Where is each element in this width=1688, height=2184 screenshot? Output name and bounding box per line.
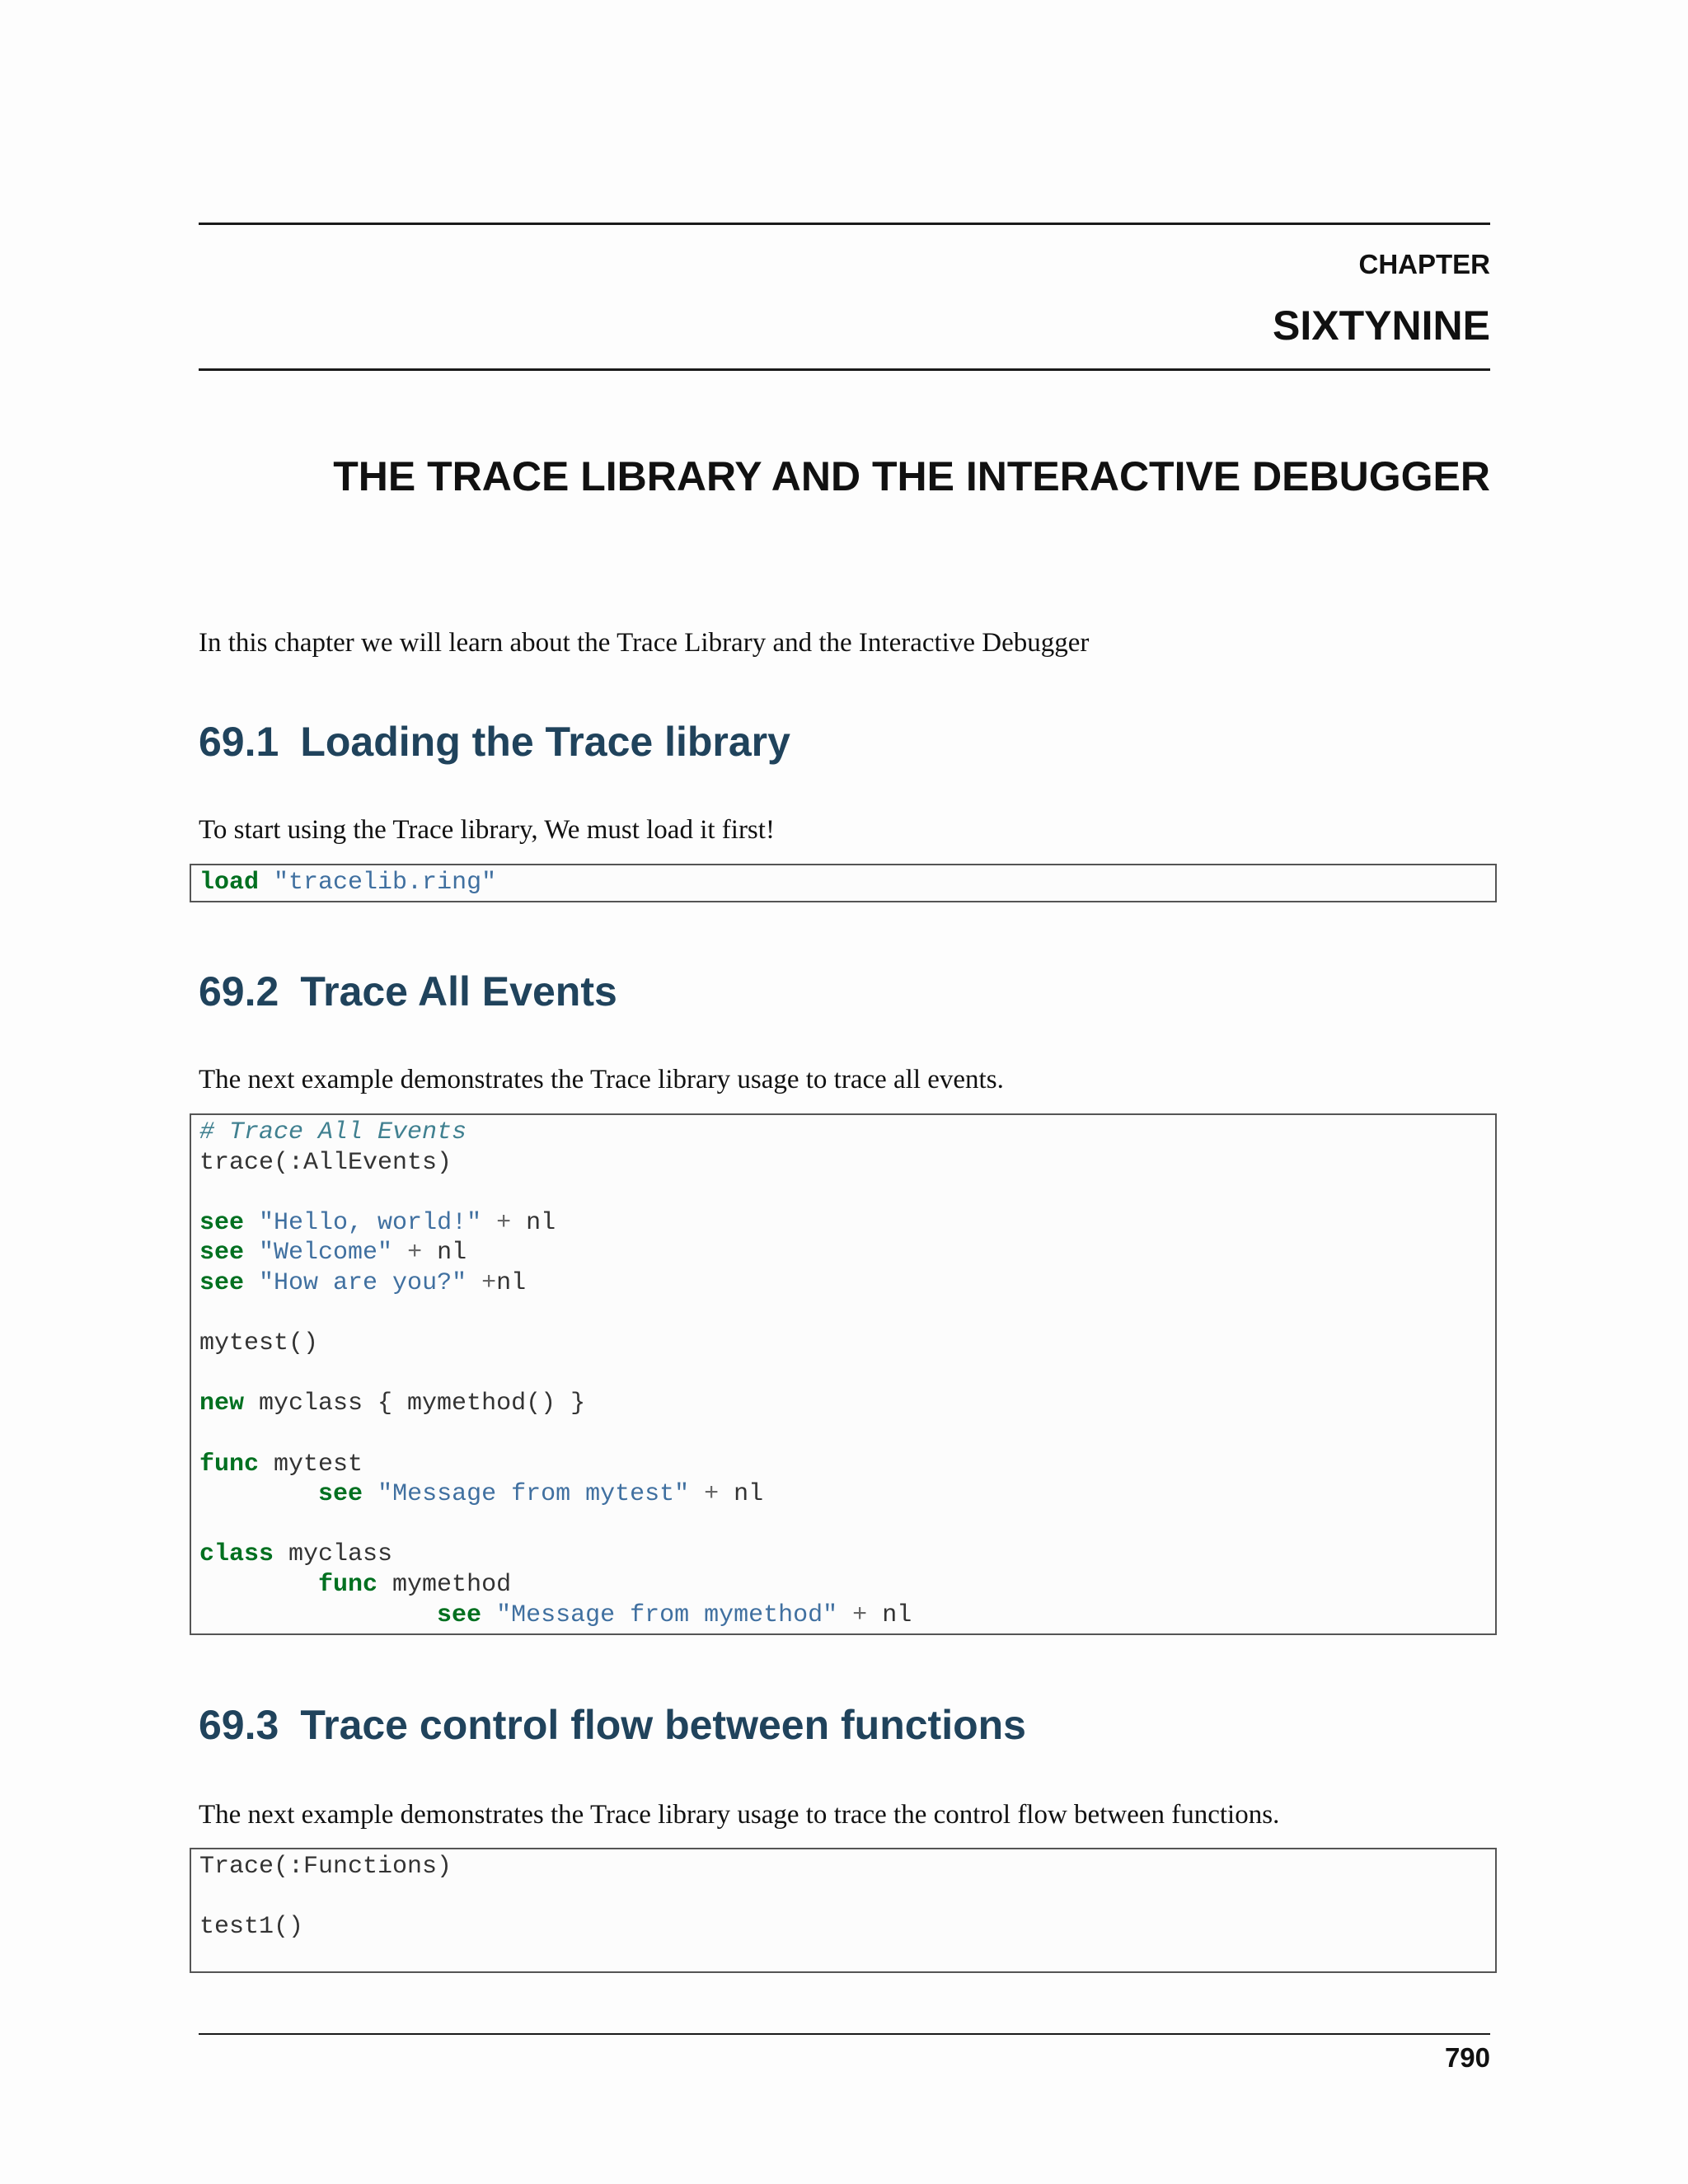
code-token: # Trace All Events (199, 1118, 467, 1146)
code-token: load (199, 869, 260, 897)
code-token: myclass { mymethod() } (244, 1390, 586, 1418)
page-number: 790 (1444, 2042, 1490, 2073)
code-token: mymethod (377, 1570, 512, 1599)
code-token: "Message from mymethod" (496, 1601, 838, 1629)
code-token (481, 1209, 496, 1237)
section-heading-69-2 (199, 968, 617, 1015)
section-title: Trace control flow between functions (300, 1702, 1026, 1748)
code-token: nl (719, 1480, 764, 1509)
code-token: mytest (259, 1450, 363, 1479)
code-token (259, 869, 274, 897)
code-listing (191, 865, 1495, 898)
code-token: myclass (274, 1540, 393, 1569)
code-token: nl (867, 1601, 912, 1629)
code-token: "tracelib.ring" (274, 869, 497, 897)
code-token (837, 1601, 852, 1629)
code-token: nl (511, 1208, 556, 1237)
code-token: "Welcome" (259, 1239, 393, 1268)
section-paragraph: The next example demonstrates the Trace library usage to trace the control flow between functions. (199, 1800, 1280, 1830)
section-heading-69-1 (199, 718, 790, 766)
code-token (363, 1480, 377, 1508)
code-token: see (199, 1239, 245, 1268)
code-token: test1() (199, 1913, 304, 1942)
section-paragraph: The next example demonstrates the Trace library usage to trace all events. (199, 1065, 1004, 1094)
code-token (481, 1601, 496, 1629)
code-token: new (199, 1390, 245, 1418)
code-token: Trace(:Functions) (199, 1853, 452, 1881)
code-block-load (190, 864, 1497, 902)
section-heading-69-3 (199, 1701, 1026, 1749)
code-token: class (199, 1540, 274, 1569)
code-token (244, 1269, 259, 1297)
code-token: see (437, 1601, 482, 1629)
code-token: nl (496, 1268, 527, 1297)
code-token: "How are you?" (259, 1268, 467, 1297)
code-token (244, 1239, 259, 1267)
code-token: trace(:AllEvents) (199, 1148, 452, 1177)
code-token (199, 1571, 318, 1599)
chapter-number: SIXTYNINE (1273, 302, 1490, 349)
section-number: 69.2 (199, 968, 279, 1015)
code-token: func (199, 1450, 260, 1479)
chapter-title: THE TRACE LIBRARY AND THE INTERACTIVE DEBUGGER (333, 453, 1490, 499)
header-top-rule (199, 223, 1490, 225)
code-listing (191, 1115, 1495, 1630)
code-token (199, 1480, 318, 1508)
header-bottom-rule (199, 368, 1490, 371)
code-token (244, 1209, 259, 1237)
code-token (199, 1601, 437, 1629)
code-token: + (407, 1239, 423, 1268)
intro-paragraph: In this chapter we will learn about the Trace Library and the Interactive Debugger (199, 628, 1090, 658)
code-token (467, 1269, 481, 1297)
code-token: func (318, 1570, 378, 1599)
code-token: + (704, 1480, 720, 1509)
code-token: see (199, 1208, 245, 1237)
code-token: "Message from mytest" (377, 1480, 690, 1509)
code-token (392, 1239, 407, 1267)
code-token: + (496, 1208, 512, 1237)
code-token: + (481, 1268, 497, 1297)
code-token: mytest() (199, 1329, 319, 1358)
section-number: 69.1 (199, 719, 279, 765)
chapter-label: CHAPTER (1358, 249, 1490, 279)
code-token: see (199, 1268, 245, 1297)
code-block-trace-functions (190, 1848, 1497, 1973)
section-paragraph: To start using the Trace library, We must load it first! (199, 815, 775, 845)
code-listing (191, 1849, 1495, 1943)
section-title: Loading the Trace library (300, 719, 790, 765)
section-title: Trace All Events (300, 968, 617, 1015)
code-token: see (318, 1480, 363, 1509)
section-number: 69.3 (199, 1702, 279, 1748)
code-token: + (852, 1601, 868, 1629)
code-block-trace-all-events (190, 1113, 1497, 1635)
footer-rule (199, 2033, 1490, 2035)
code-token: "Hello, world!" (259, 1208, 482, 1237)
code-token (689, 1480, 704, 1508)
code-token: nl (422, 1239, 467, 1268)
